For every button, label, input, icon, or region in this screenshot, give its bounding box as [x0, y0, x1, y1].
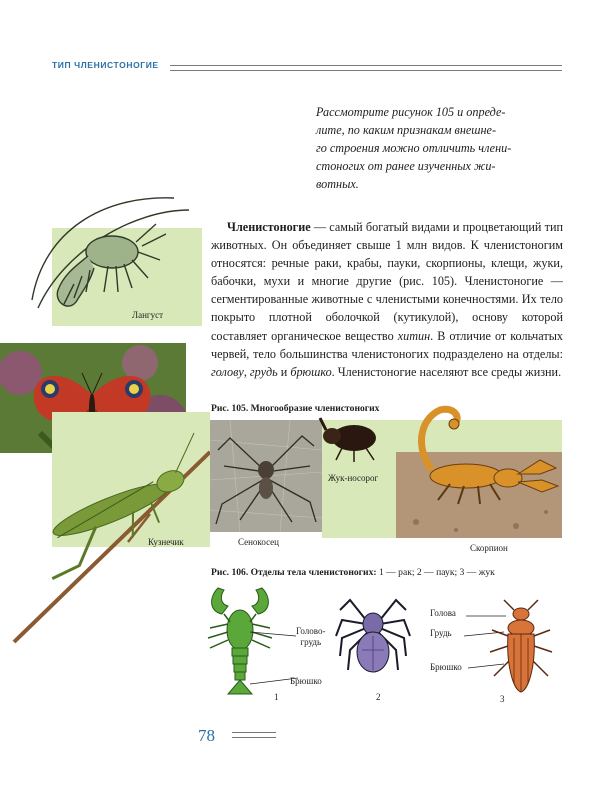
crayfish-abdomen-label: Брюшко	[290, 676, 322, 686]
grasshopper-label: Кузнечик	[148, 537, 184, 547]
footer-rule	[232, 732, 276, 738]
intro-line: вотных.	[316, 177, 359, 191]
cephalothorax-label-line: Голово-	[296, 626, 326, 636]
beetle-label: Жук-носорог	[328, 473, 379, 483]
body-division-head: голову	[211, 364, 244, 379]
body-text: ,	[243, 364, 250, 379]
beetle-thorax-label: Грудь	[430, 628, 452, 638]
body-paragraph	[211, 218, 563, 381]
figure-106-caption	[211, 567, 495, 578]
intro-line: лите, по каким признакам внешне-	[316, 123, 497, 137]
beetle-drawing	[316, 416, 390, 464]
diagram-number-2: 2	[376, 692, 381, 702]
figure-105-caption: Рис. 105. Многообразие членистоногих	[211, 403, 380, 414]
body-division-thorax: грудь	[249, 364, 278, 379]
running-header	[52, 60, 562, 74]
body-text: и	[277, 364, 291, 379]
intro-line: го строения можно отличить члени-	[316, 141, 512, 155]
body-division-abdomen: брюшко	[290, 364, 332, 379]
spider-image	[210, 420, 322, 532]
diagram-number-3: 3	[500, 694, 505, 704]
figure-106-caption-bold: Рис. 106. Отделы тела членистоногих:	[211, 567, 377, 578]
body-text: . Членистоногие населяют все среды жизни.	[331, 364, 562, 379]
spider-label: Сенокосец	[238, 537, 279, 547]
figure-106-caption-rest: 1 — рак; 2 — паук; 3 — жук	[376, 567, 495, 578]
beetle-diagram	[486, 598, 556, 698]
body-text: — самый богатый видами и процветающий тип животных. Он объединяет свыше 1 млн видов. К членистоногим относятся: речные раки, крабы, пауки, скорпионы, клещи, жуки, бабочки, мухи и многие другие (рис. 105). Членистоногие — сегментированные животные с членистыми конечностями. Их тело покрыто плотной оболочкой (кутикулой), основу которой составляет органическое вещество	[211, 220, 563, 343]
intro-line: стоногих от ранее изученных жи-	[316, 159, 496, 173]
page-number: 78	[198, 726, 215, 745]
body-chitin: хитин	[397, 328, 431, 343]
cephalothorax-label-line: грудь	[300, 637, 322, 647]
lobster-drawing	[24, 190, 204, 330]
beetle-abdomen-label: Брюшко	[430, 662, 462, 672]
body-text: . В отличие от кольчатых червей, тело большинства членистоногих подразделено на отделы:	[211, 328, 563, 361]
spider-diagram	[332, 586, 414, 692]
figure-106	[190, 582, 570, 710]
intro-question	[316, 103, 562, 193]
header-rule	[170, 65, 562, 71]
spider-photo	[210, 420, 322, 532]
lobster-label: Лангуст	[132, 310, 164, 320]
beetle-head-label: Голова	[430, 608, 456, 618]
diagram-number-1: 1	[274, 692, 279, 702]
scorpion-label: Скорпион	[470, 543, 508, 553]
section-title: ТИП ЧЛЕНИСТОНОГИЕ	[52, 60, 159, 70]
intro-line: Рассмотрите рисунок 105 и опреде-	[316, 105, 506, 119]
grasshopper-drawing	[0, 410, 215, 650]
body-term: Членистоногие	[227, 220, 311, 234]
scorpion-drawing	[410, 400, 562, 520]
